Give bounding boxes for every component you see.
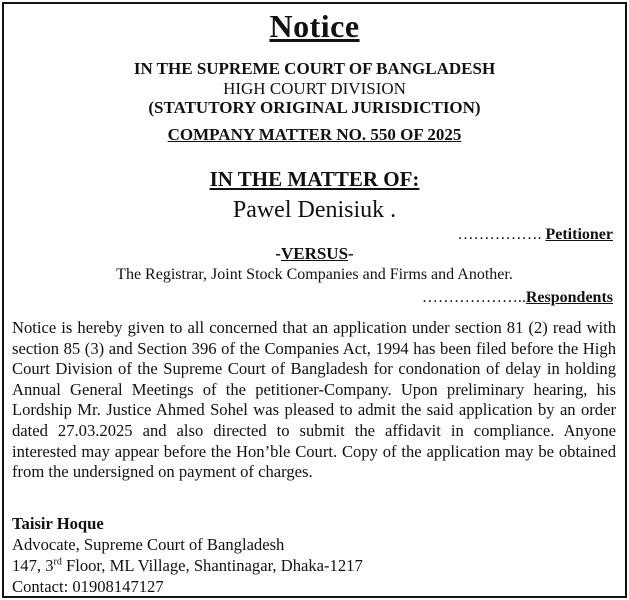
notice-body: Notice is hereby given to all concerned that an application under section 81 (2) read with section 85 (3) and Section 396 of the Companies Act, 1994 has been filed before the High Court Division of the Supreme Court of Bangladesh for condonation of delay in holding Annual General Meetings of the petitioner-Company. Upon preliminary hearing, his Lordship Mr. Justice Ahmed Sohel was pleased to admit the said application by an order dated 27.03.2025 and also directed to submit the affidavit in compliance. Anyone interested may appear before the Hon’ble Court. Copy of the application may be obtained from the undersigned on payment of charges.: [12, 318, 616, 482]
notice-title: Notice: [269, 8, 360, 44]
notice-frame: [2, 2, 627, 598]
versus-word: VERSUS: [280, 244, 349, 263]
respondents-line: [422, 289, 613, 307]
respondents-dots: ………………..: [421, 289, 526, 306]
petitioner-dots: …………….: [457, 226, 546, 243]
signatory-address: [12, 556, 363, 576]
matter-number: COMPANY MATTER NO. 550 OF 2025: [167, 125, 462, 144]
petitioner-name: Pawel Denisiuk .: [232, 197, 397, 223]
respondent-name: The Registrar, Joint Stock Companies and Firms and Another.: [116, 266, 513, 283]
in-the-matter-heading: IN THE MATTER OF:: [209, 167, 420, 191]
signatory-name: Taisir Hoque: [12, 514, 104, 533]
address-prefix: 147, 3: [12, 556, 54, 575]
petitioner-line: [457, 226, 613, 244]
signatory-title: Advocate, Supreme Court of Bangladesh: [12, 535, 285, 554]
address-suffix: Floor, ML Village, Shantinagar, Dhaka-1217: [61, 556, 363, 575]
petitioner-label: Petitioner: [545, 226, 613, 243]
versus-suffix: -: [348, 244, 354, 263]
respondents-label: Respondents: [525, 289, 613, 306]
court-division: HIGH COURT DIVISION: [223, 79, 406, 98]
versus-prefix: -: [275, 244, 281, 263]
court-name: IN THE SUPREME COURT OF BANGLADESH: [133, 59, 496, 78]
jurisdiction: (STATUTORY ORIGINAL JURISDICTION): [148, 98, 481, 117]
versus-line: [4, 244, 625, 264]
address-superscript: rd: [53, 556, 62, 568]
signatory-contact: Contact: 01908147127: [12, 577, 164, 596]
